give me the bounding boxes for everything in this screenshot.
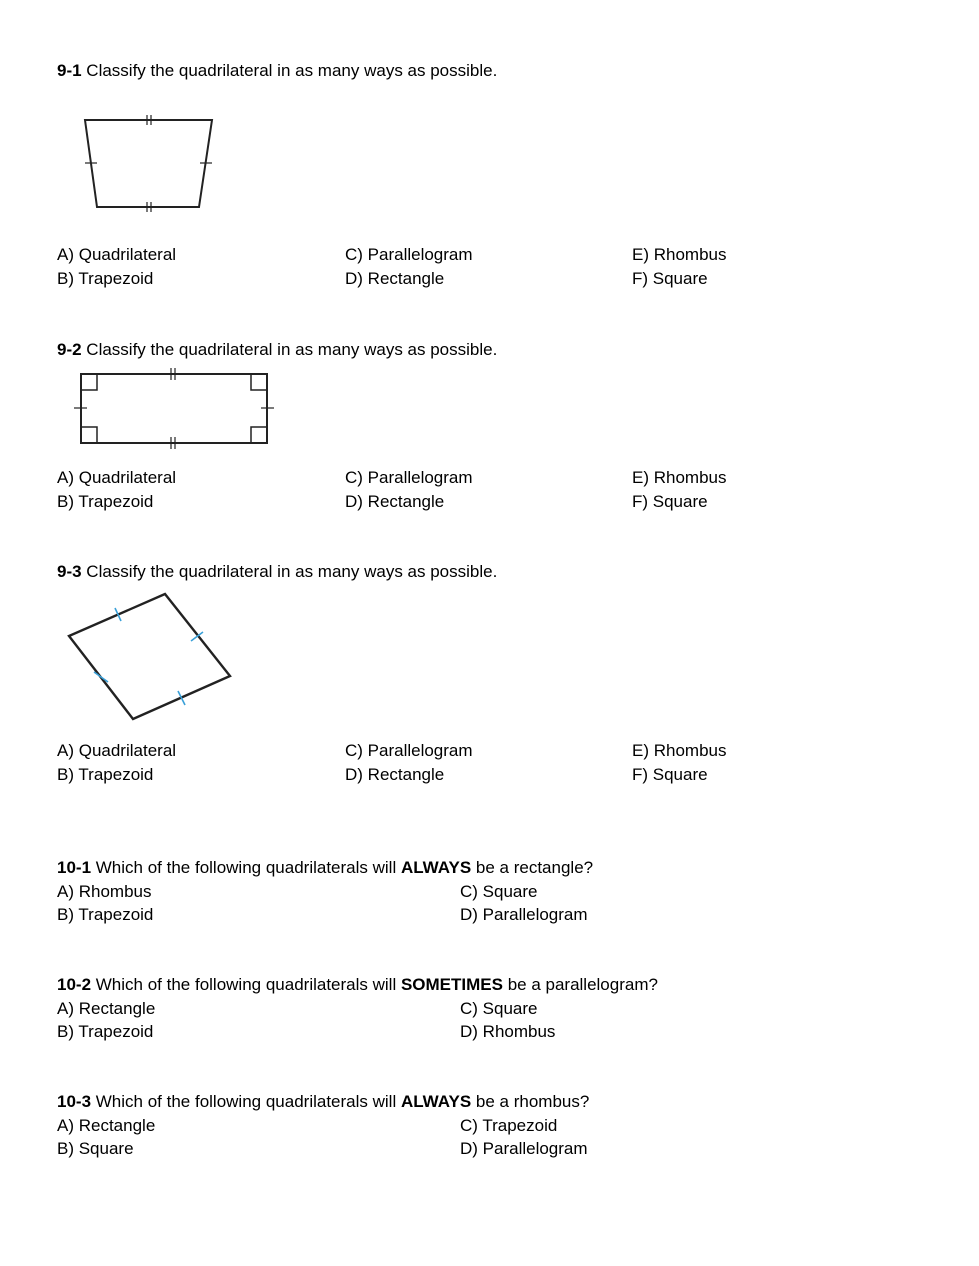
question-text: Classify the quadrilateral in as many ways as possible. <box>81 340 498 359</box>
question-text-pre: Which of the following quadrilaterals will <box>91 858 401 877</box>
option[interactable]: A) Rectangle <box>57 999 156 1018</box>
option[interactable]: B) Trapezoid <box>57 1022 154 1041</box>
option[interactable]: F) Square <box>632 492 708 511</box>
question-keyword: ALWAYS <box>400 858 472 877</box>
option[interactable]: A) Quadrilateral <box>57 245 177 264</box>
question-number: 9-1 <box>57 61 82 80</box>
option[interactable]: C) Trapezoid <box>460 1116 558 1135</box>
question-text-pre: Which of the following quadrilaterals will <box>91 1092 401 1111</box>
option[interactable]: D) Rectangle <box>345 492 445 511</box>
question-text-post: be a parallelogram? <box>502 975 658 994</box>
question-number: 10-2 <box>57 975 92 994</box>
question-text-post: be a rhombus? <box>471 1092 590 1111</box>
option[interactable]: E) Rhombus <box>632 741 727 760</box>
question-9-2 <box>57 338 497 361</box>
question-keyword: SOMETIMES <box>400 975 503 994</box>
question-text-post: be a rectangle? <box>471 858 594 877</box>
question-number: 10-3 <box>57 1092 92 1111</box>
option[interactable]: D) Parallelogram <box>460 905 588 924</box>
option[interactable]: C) Square <box>460 882 538 901</box>
question-10-3 <box>57 1090 589 1113</box>
option[interactable]: B) Trapezoid <box>57 492 154 511</box>
option[interactable]: A) Quadrilateral <box>57 741 177 760</box>
question-10-1 <box>57 856 593 879</box>
option[interactable]: D) Rhombus <box>460 1022 556 1041</box>
option[interactable]: D) Rectangle <box>345 269 445 288</box>
question-keyword: ALWAYS <box>400 1092 472 1111</box>
question-number: 9-2 <box>57 340 82 359</box>
option[interactable]: C) Parallelogram <box>345 245 473 264</box>
option[interactable]: B) Trapezoid <box>57 765 154 784</box>
question-number: 10-1 <box>57 858 92 877</box>
question-9-3 <box>57 560 497 583</box>
option[interactable]: D) Parallelogram <box>460 1139 588 1158</box>
option[interactable]: C) Parallelogram <box>345 468 473 487</box>
option[interactable]: D) Rectangle <box>345 765 445 784</box>
option[interactable]: C) Square <box>460 999 538 1018</box>
option[interactable]: B) Square <box>57 1139 134 1158</box>
option[interactable]: B) Trapezoid <box>57 905 154 924</box>
question-10-2 <box>57 973 658 996</box>
option[interactable]: A) Quadrilateral <box>57 468 177 487</box>
option[interactable]: A) Rectangle <box>57 1116 156 1135</box>
option[interactable]: E) Rhombus <box>632 245 727 264</box>
question-9-1 <box>57 59 497 82</box>
isosceles-trapezoid-figure <box>80 112 220 217</box>
question-text: Classify the quadrilateral in as many ways as possible. <box>81 562 498 581</box>
rectangle-figure <box>74 367 279 452</box>
option[interactable]: F) Square <box>632 765 708 784</box>
question-text: Classify the quadrilateral in as many ways as possible. <box>81 61 498 80</box>
option[interactable]: C) Parallelogram <box>345 741 473 760</box>
option[interactable]: F) Square <box>632 269 708 288</box>
question-text-pre: Which of the following quadrilaterals will <box>91 975 401 994</box>
question-number: 9-3 <box>57 562 82 581</box>
rhombus-figure <box>60 588 240 728</box>
option[interactable]: E) Rhombus <box>632 468 727 487</box>
option[interactable]: A) Rhombus <box>57 882 152 901</box>
option[interactable]: B) Trapezoid <box>57 269 154 288</box>
